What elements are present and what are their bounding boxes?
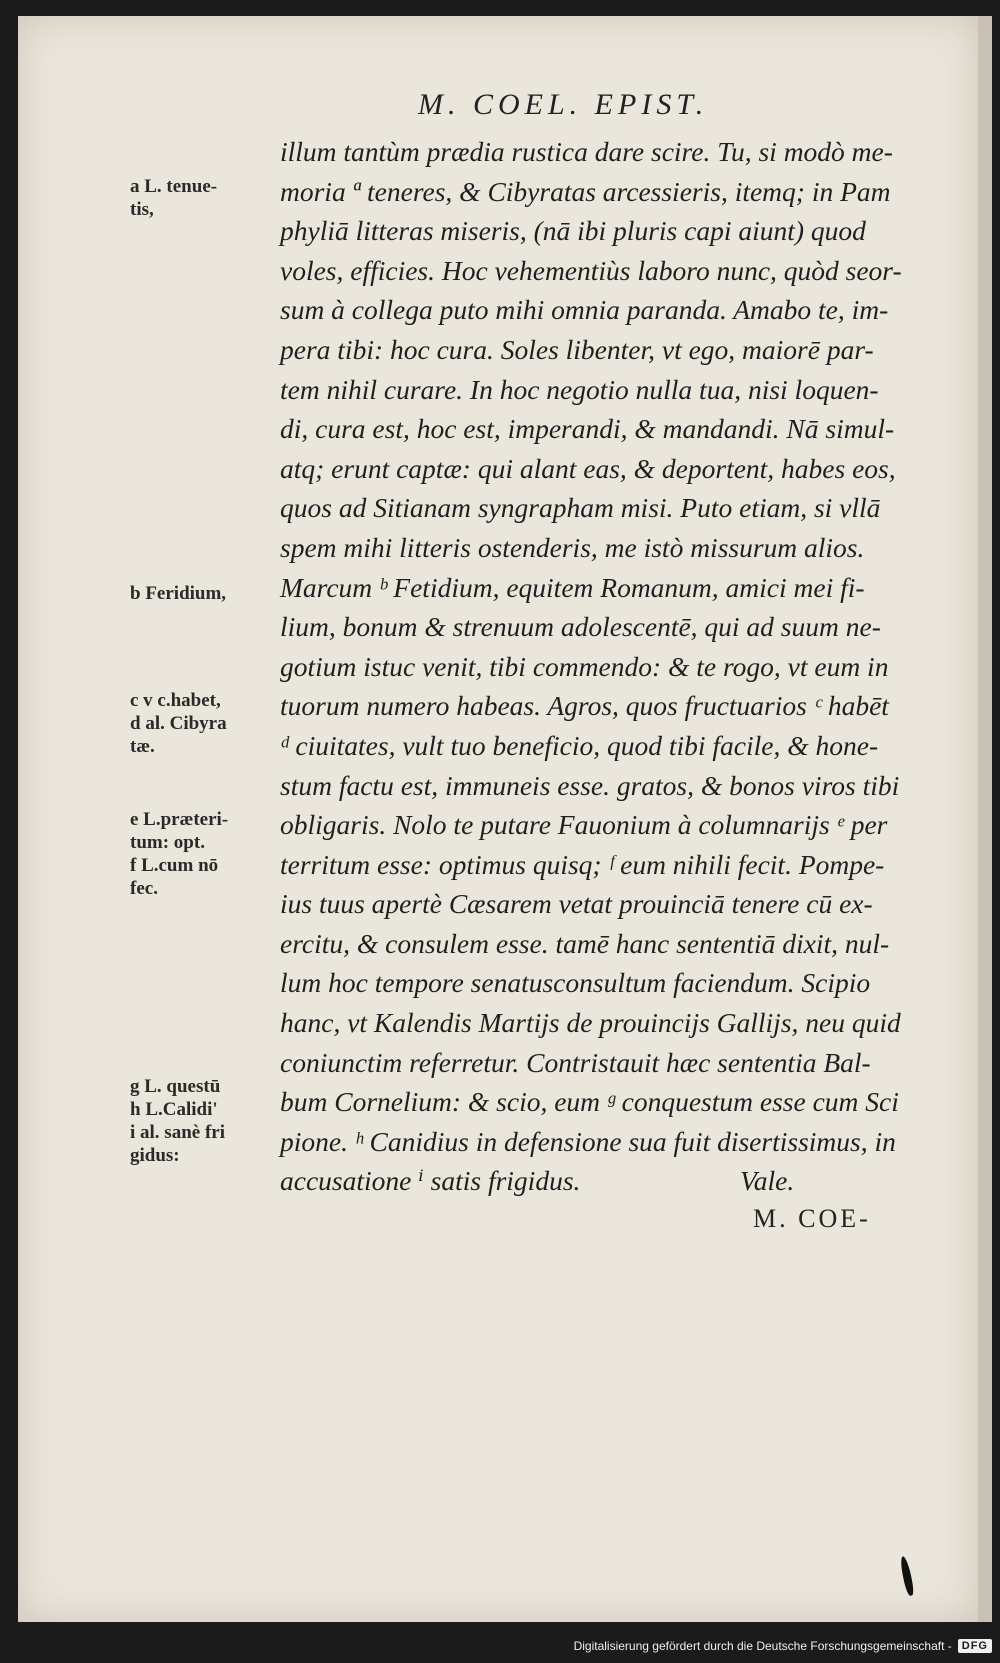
text-line: quos ad Sitianam syngrapham misi. Puto etiam, si vllā — [280, 492, 881, 524]
text-line: ercitu, & consulem esse. tamē hanc sententiā dixit, nul- — [280, 927, 890, 959]
text-line: Marcum ᵇ Fetidium, equitem Romanum, amici mei fi- — [280, 571, 865, 603]
running-header: M. COEL. EPIST. — [418, 88, 709, 121]
text-line: bum Cornelium: & scio, eum ᵍ conquestum esse cum Sci — [280, 1086, 899, 1118]
text-line: pione. ʰ Canidius in defensione sua fuit disertissimus, in — [280, 1125, 896, 1157]
margin-note: e L.præteri- — [130, 809, 229, 830]
footer-credit: Digitalisierung gefördert durch die Deutsche Forschungsgemeinschaft - — [573, 1639, 952, 1653]
margin-note: f L.cum nō — [130, 855, 219, 876]
text-line: phyliā litteras miseris, (nā ibi pluris capi aiunt) quod — [280, 215, 866, 247]
text-line: lium, bonum & strenuum adolescentē, qui ad suum ne- — [280, 611, 881, 643]
text-line: lum hoc tempore senatusconsultum faciendum. Scipio — [280, 967, 871, 999]
text-line: ius tuus apertè Cæsarem vetat prouinciā tenere cū ex- — [280, 888, 873, 920]
margin-note: a L. tenue- — [130, 176, 218, 197]
text-line: tuorum numero habeas. Agros, quos fructuarios ᶜ habēt — [280, 690, 889, 722]
text-line: moria ª teneres, & Cibyratas arcessieris, itemq; in Pam — [280, 175, 891, 207]
text-line: hanc, vt Kalendis Martijs de prouincijs Gallijs, neu quid — [280, 1007, 901, 1039]
margin-note: fec. — [130, 878, 158, 899]
margin-note: gidus: — [130, 1145, 180, 1166]
margin-note: i al. sanè fri — [130, 1122, 225, 1143]
text-line: atq; erunt captæ: qui alant eas, & deportent, habes eos, — [280, 452, 896, 484]
text-line: gotium istuc venit, tibi commendo: & te rogo, vt eum in — [280, 650, 889, 682]
text-line: tem nihil curare. In hoc negotio nulla tua, nisi loquen- — [280, 373, 879, 405]
text-line: coniunctim referretur. Contristauit hæc sententia Bal- — [280, 1046, 871, 1078]
text-line: illum tantùm prædia rustica dare scire. Tu, si modò me- — [280, 136, 893, 167]
margin-note: b Feridium, — [130, 583, 227, 604]
text-line: stum factu est, immuneis esse. gratos, & bonos viros tibi — [280, 769, 900, 801]
text-line: voles, efficies. Hoc vehementiùs laboro nunc, quòd seor- — [280, 254, 902, 286]
text-line: pera tibi: hoc cura. Soles libenter, vt ego, maiorē par- — [280, 333, 874, 365]
margin-note: h L.Calidi' — [130, 1099, 218, 1120]
letter-body — [280, 132, 970, 1201]
text-line: di, cura est, hoc est, imperandi, & mandandi. Nā simul- — [280, 413, 895, 445]
margin-note: c v c.habet, — [130, 690, 221, 711]
text-line: sum à collega puto mihi omnia paranda. Amabo te, im- — [280, 294, 889, 326]
text-line: obligaris. Nolo te putare Fauonium à columnarijs ᵉ per — [280, 809, 888, 841]
margin-note: tis, — [130, 199, 154, 220]
margin-note: g L. questū — [130, 1076, 221, 1097]
digitization-footer — [574, 1633, 992, 1659]
book-page — [18, 16, 992, 1622]
text-line: ᵈ ciuitates, vult tuo beneficio, quod tibi facile, & hone- — [280, 729, 879, 761]
margin-note: d al. Cibyra — [130, 713, 227, 734]
catchword: M. COE- — [753, 1204, 871, 1233]
sign-off: Vale. — [740, 1165, 795, 1197]
margin-note: tum: opt. — [130, 832, 205, 853]
text-line: spem mihi litteris ostenderis, me istò missurum alios. — [280, 531, 865, 563]
text-line: accusatione ⁱ satis frigidus. — [280, 1165, 581, 1197]
dfg-logo: DFG — [958, 1639, 992, 1653]
margin-note: tæ. — [130, 736, 155, 757]
text-line: territum esse: optimus quisq; ᶠ eum nihili fecit. Pompe- — [280, 848, 885, 880]
ink-mark — [899, 1556, 915, 1597]
